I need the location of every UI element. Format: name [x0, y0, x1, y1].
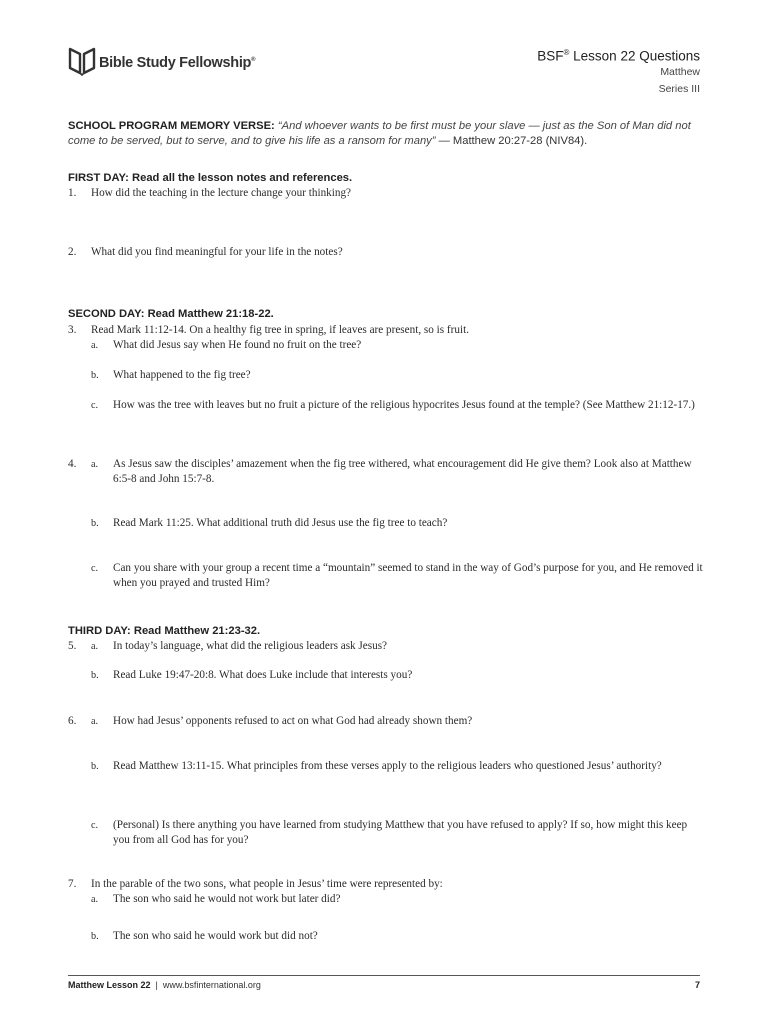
- logo-wordmark: Bible Study Fellowship®: [99, 54, 256, 71]
- third-day-heading: THIRD DAY: Read Matthew 21:23-32.: [68, 625, 261, 637]
- question-4b: b. Read Mark 11:25. What additional truth did Jesus use the fig tree to teach?: [91, 517, 448, 529]
- open-book-icon: [68, 46, 96, 76]
- question-7a: a. The son who said he would not work but later did?: [91, 893, 341, 905]
- footer-separator: |: [150, 980, 163, 990]
- question-3b: b. What happened to the fig tree?: [91, 369, 251, 381]
- first-day-heading: FIRST DAY: Read all the lesson notes and references.: [68, 172, 353, 184]
- series-name: Series III: [658, 82, 700, 95]
- question-4c: c. Can you share with your group a recent time a “mountain” seemed to stand in the way of God’s purpose for you, and He removed it when you prayed and trusted Him?: [91, 562, 703, 589]
- question-3: 3. Read Mark 11:12-14. On a healthy fig tree in spring, if leaves are present, so is fruit.: [68, 324, 469, 336]
- question-2: 2. What did you find meaningful for your life in the notes?: [68, 246, 343, 258]
- memory-verse-reference: — Matthew 20:27-28 (NIV84).: [435, 135, 588, 147]
- question-1: 1. How did the teaching in the lecture change your thinking?: [68, 187, 352, 199]
- question-6a: 6. a. How had Jesus’ opponents refused to act on what God had already shown them?: [68, 715, 473, 727]
- question-6b: b. Read Matthew 13:11-15. What principles from these verses apply to the religious leaders who questioned Jesus’ authority?: [91, 760, 662, 772]
- question-5b: b. Read Luke 19:47-20:8. What does Luke include that interests you?: [91, 669, 413, 681]
- footer-website-link[interactable]: www.bsfinternational.org: [162, 980, 261, 990]
- footer-lesson: Matthew Lesson 22: [68, 980, 151, 990]
- footer-divider: [68, 975, 700, 976]
- question-7: 7. In the parable of the two sons, what people in Jesus’ time were represented by:: [68, 878, 443, 890]
- question-4a: 4. a. As Jesus saw the disciples’ amazement when the fig tree withered, what encouragement did He give them? Look also at Matthew 6:5-8 and John 15:7-8.: [68, 458, 692, 485]
- question-5a: 5. a. In today’s language, what did the religious leaders ask Jesus?: [68, 640, 388, 652]
- memory-verse-label: SCHOOL PROGRAM MEMORY VERSE:: [68, 120, 275, 132]
- question-3a: a. What did Jesus say when He found no fruit on the tree?: [91, 339, 362, 351]
- header-info: [537, 48, 700, 98]
- question-6c: c. (Personal) Is there anything you have learned from studying Matthew that you have refused to apply? If so, how might this keep you from all God has for you?: [91, 819, 688, 846]
- question-7b: b. The son who said he would work but did not?: [91, 930, 318, 942]
- bsf-logo: [68, 46, 255, 76]
- memory-verse-quote: “And whoever wants to be first must be your slave — just as the Son of Man did not come to be served, but to serve, and to give his life as a ransom for many”: [68, 120, 691, 147]
- footer: [68, 980, 261, 990]
- second-day-heading: SECOND DAY: Read Matthew 21:18-22.: [68, 308, 274, 320]
- lesson-title: BSF® Lesson 22 Questions: [537, 48, 700, 64]
- question-3c: c. How was the tree with leaves but no fruit a picture of the religious hypocrites Jesus found at the temple? (See Matthew 21:12-17.): [91, 399, 695, 411]
- book-name: Matthew: [660, 65, 700, 78]
- page-number: 7: [694, 980, 700, 990]
- memory-verse: [68, 119, 700, 149]
